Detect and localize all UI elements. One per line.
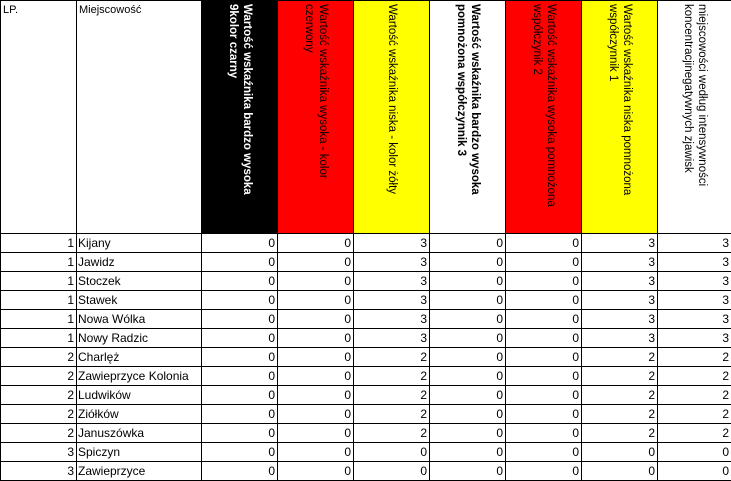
cell-value-col-3[interactable]: 2	[354, 348, 430, 367]
cell-value-col-2[interactable]: 0	[278, 462, 354, 481]
cell-value-col-1[interactable]: 0	[202, 386, 278, 405]
cell-value-col-6[interactable]: 3	[582, 234, 658, 253]
header-col-3[interactable]	[354, 1, 430, 234]
cell-value-col-7[interactable]: 3	[658, 253, 731, 272]
cell-value-col-3[interactable]: 0	[354, 462, 430, 481]
cell-value-col-7[interactable]: 2	[658, 367, 731, 386]
cell-value-col-1[interactable]: 0	[202, 443, 278, 462]
cell-value-col-5[interactable]: 0	[506, 386, 582, 405]
header-col-2[interactable]	[278, 1, 354, 234]
table-row	[1, 348, 731, 367]
cell-value-col-2[interactable]: 0	[278, 405, 354, 424]
cell-value-col-2[interactable]: 0	[278, 253, 354, 272]
header-col-6-label: Wartość wskaźnika niska pomnożona współczynnik 1	[606, 4, 634, 224]
cell-lp[interactable]: 3	[1, 462, 77, 481]
cell-value-col-7[interactable]: 3	[658, 310, 731, 329]
cell-value-col-4[interactable]: 0	[430, 367, 506, 386]
table-row	[1, 329, 731, 348]
cell-value-col-6[interactable]: 2	[582, 424, 658, 443]
cell-value-col-5[interactable]: 0	[506, 424, 582, 443]
cell-value-col-5[interactable]: 0	[506, 462, 582, 481]
table-row	[1, 253, 731, 272]
cell-value-col-2[interactable]: 0	[278, 386, 354, 405]
cell-value-col-4[interactable]: 0	[430, 310, 506, 329]
header-col-1-label: Wartość wskaźnika bardzo wysoka 9kolor czarny	[226, 4, 254, 224]
cell-place-name[interactable]: Nowy Radzic	[77, 329, 202, 348]
cell-value-col-2[interactable]: 0	[278, 310, 354, 329]
cell-value-col-6[interactable]: 0	[582, 443, 658, 462]
header-place[interactable]: Miejscowość	[77, 1, 202, 234]
cell-place-name[interactable]: Ziółków	[77, 405, 202, 424]
header-row	[1, 1, 731, 234]
cell-value-col-4[interactable]: 0	[430, 424, 506, 443]
cell-value-col-7[interactable]: 3	[658, 234, 731, 253]
cell-value-col-5[interactable]: 0	[506, 367, 582, 386]
cell-lp[interactable]: 1	[1, 253, 77, 272]
cell-value-col-4[interactable]: 0	[430, 272, 506, 291]
header-col-4-label: Wartość wskaźnika bardzo wysoka pomnożona współczynnik 3	[454, 4, 482, 224]
cell-value-col-5[interactable]: 0	[506, 291, 582, 310]
header-col-3-label: Wartość wskaźnika niska - kolor żółty	[385, 4, 399, 224]
cell-value-col-7[interactable]: 3	[658, 272, 731, 291]
cell-value-col-4[interactable]: 0	[430, 234, 506, 253]
cell-place-name[interactable]: Charlęż	[77, 348, 202, 367]
cell-value-col-7[interactable]: 2	[658, 424, 731, 443]
cell-value-col-1[interactable]: 0	[202, 253, 278, 272]
cell-value-col-6[interactable]: 3	[582, 329, 658, 348]
table-row	[1, 272, 731, 291]
cell-value-col-3[interactable]: 2	[354, 386, 430, 405]
table-row	[1, 443, 731, 462]
cell-value-col-5[interactable]: 0	[506, 253, 582, 272]
cell-value-col-7[interactable]: 3	[658, 329, 731, 348]
cell-value-col-5[interactable]: 0	[506, 310, 582, 329]
cell-place-name[interactable]: Zawieprzyce Kolonia	[77, 367, 202, 386]
cell-value-col-1[interactable]: 0	[202, 462, 278, 481]
cell-value-col-4[interactable]: 0	[430, 443, 506, 462]
cell-value-col-7[interactable]: 2	[658, 348, 731, 367]
cell-place-name[interactable]: Zawieprzyce	[77, 462, 202, 481]
header-col-5[interactable]	[506, 1, 582, 234]
cell-value-col-6[interactable]: 3	[582, 253, 658, 272]
cell-value-col-2[interactable]: 0	[278, 234, 354, 253]
cell-value-col-2[interactable]: 0	[278, 329, 354, 348]
cell-value-col-7[interactable]: 2	[658, 405, 731, 424]
cell-value-col-4[interactable]: 0	[430, 405, 506, 424]
cell-value-col-6[interactable]: 3	[582, 272, 658, 291]
cell-value-col-6[interactable]: 2	[582, 405, 658, 424]
cell-value-col-2[interactable]: 0	[278, 443, 354, 462]
cell-value-col-6[interactable]: 2	[582, 386, 658, 405]
cell-value-col-4[interactable]: 0	[430, 348, 506, 367]
cell-value-col-5[interactable]: 0	[506, 272, 582, 291]
cell-value-col-5[interactable]: 0	[506, 443, 582, 462]
cell-value-col-5[interactable]: 0	[506, 348, 582, 367]
cell-value-col-3[interactable]: 3	[354, 272, 430, 291]
cell-place-name[interactable]: Nowa Wólka	[77, 310, 202, 329]
header-col-2-label: Wartość wskaźnika wysoka - kolor czerwony	[302, 4, 330, 224]
cell-value-col-3[interactable]: 2	[354, 367, 430, 386]
cell-value-col-4[interactable]: 0	[430, 462, 506, 481]
cell-value-col-1[interactable]: 0	[202, 367, 278, 386]
cell-place-name[interactable]: Jawidz	[77, 253, 202, 272]
cell-value-col-3[interactable]: 3	[354, 329, 430, 348]
cell-value-col-6[interactable]: 2	[582, 348, 658, 367]
cell-value-col-6[interactable]: 0	[582, 462, 658, 481]
cell-lp[interactable]: 2	[1, 424, 77, 443]
header-col-1[interactable]	[202, 1, 278, 234]
cell-value-col-7[interactable]: 2	[658, 386, 731, 405]
cell-value-col-1[interactable]: 0	[202, 234, 278, 253]
table-row	[1, 367, 731, 386]
cell-lp[interactable]: 1	[1, 310, 77, 329]
cell-value-col-3[interactable]: 2	[354, 424, 430, 443]
cell-value-col-2[interactable]: 0	[278, 291, 354, 310]
cell-value-col-2[interactable]: 0	[278, 272, 354, 291]
cell-place-name[interactable]: Stawek	[77, 291, 202, 310]
cell-place-name[interactable]: Spiczyn	[77, 443, 202, 462]
cell-value-col-3[interactable]: 3	[354, 310, 430, 329]
cell-lp[interactable]: 1	[1, 234, 77, 253]
cell-value-col-6[interactable]: 3	[582, 291, 658, 310]
cell-value-col-7[interactable]: 0	[658, 443, 731, 462]
header-col-7[interactable]	[658, 1, 731, 234]
cell-value-col-5[interactable]: 0	[506, 234, 582, 253]
table-body	[1, 234, 731, 481]
cell-place-name[interactable]: Januszówka	[77, 424, 202, 443]
cell-lp[interactable]: 2	[1, 386, 77, 405]
header-col-4[interactable]	[430, 1, 506, 234]
cell-value-col-7[interactable]: 0	[658, 462, 731, 481]
header-col-5-label: Wartość wskaźnika wysoka pomnożona współczynik 2	[530, 4, 558, 224]
table-row	[1, 405, 731, 424]
cell-lp[interactable]: 1	[1, 329, 77, 348]
cell-place-name[interactable]: Kijany	[77, 234, 202, 253]
cell-lp[interactable]: 2	[1, 348, 77, 367]
cell-place-name[interactable]: Stoczek	[77, 272, 202, 291]
table-row	[1, 234, 731, 253]
cell-value-col-1[interactable]: 0	[202, 291, 278, 310]
cell-value-col-6[interactable]: 3	[582, 310, 658, 329]
cell-value-col-1[interactable]: 0	[202, 424, 278, 443]
cell-value-col-2[interactable]: 0	[278, 424, 354, 443]
cell-value-col-2[interactable]: 0	[278, 367, 354, 386]
table-row	[1, 462, 731, 481]
cell-lp[interactable]: 2	[1, 405, 77, 424]
header-lp[interactable]: LP.	[1, 1, 77, 234]
cell-value-col-2[interactable]: 0	[278, 348, 354, 367]
cell-value-col-1[interactable]: 0	[202, 348, 278, 367]
cell-value-col-3[interactable]: 3	[354, 234, 430, 253]
cell-value-col-1[interactable]: 0	[202, 405, 278, 424]
cell-value-col-3[interactable]: 0	[354, 443, 430, 462]
cell-value-col-3[interactable]: 3	[354, 253, 430, 272]
header-col-7-label: miejscowości według intensywności koncentracjinegatywnych zjawisk	[681, 4, 709, 224]
cell-value-col-4[interactable]: 0	[430, 291, 506, 310]
cell-lp[interactable]: 1	[1, 291, 77, 310]
cell-value-col-4[interactable]: 0	[430, 253, 506, 272]
cell-value-col-4[interactable]: 0	[430, 329, 506, 348]
cell-value-col-3[interactable]: 2	[354, 405, 430, 424]
cell-value-col-1[interactable]: 0	[202, 272, 278, 291]
cell-place-name[interactable]: Ludwików	[77, 386, 202, 405]
cell-lp[interactable]: 1	[1, 272, 77, 291]
cell-value-col-6[interactable]: 2	[582, 367, 658, 386]
cell-value-col-5[interactable]: 0	[506, 329, 582, 348]
table-row	[1, 386, 731, 405]
cell-value-col-3[interactable]: 3	[354, 291, 430, 310]
header-col-6[interactable]	[582, 1, 658, 234]
table-row	[1, 291, 731, 310]
table-row	[1, 424, 731, 443]
cell-lp[interactable]: 2	[1, 367, 77, 386]
cell-value-col-5[interactable]: 0	[506, 405, 582, 424]
cell-value-col-4[interactable]: 0	[430, 386, 506, 405]
cell-value-col-7[interactable]: 3	[658, 291, 731, 310]
table-row	[1, 310, 731, 329]
cell-lp[interactable]: 3	[1, 443, 77, 462]
cell-value-col-1[interactable]: 0	[202, 329, 278, 348]
cell-value-col-1[interactable]: 0	[202, 310, 278, 329]
